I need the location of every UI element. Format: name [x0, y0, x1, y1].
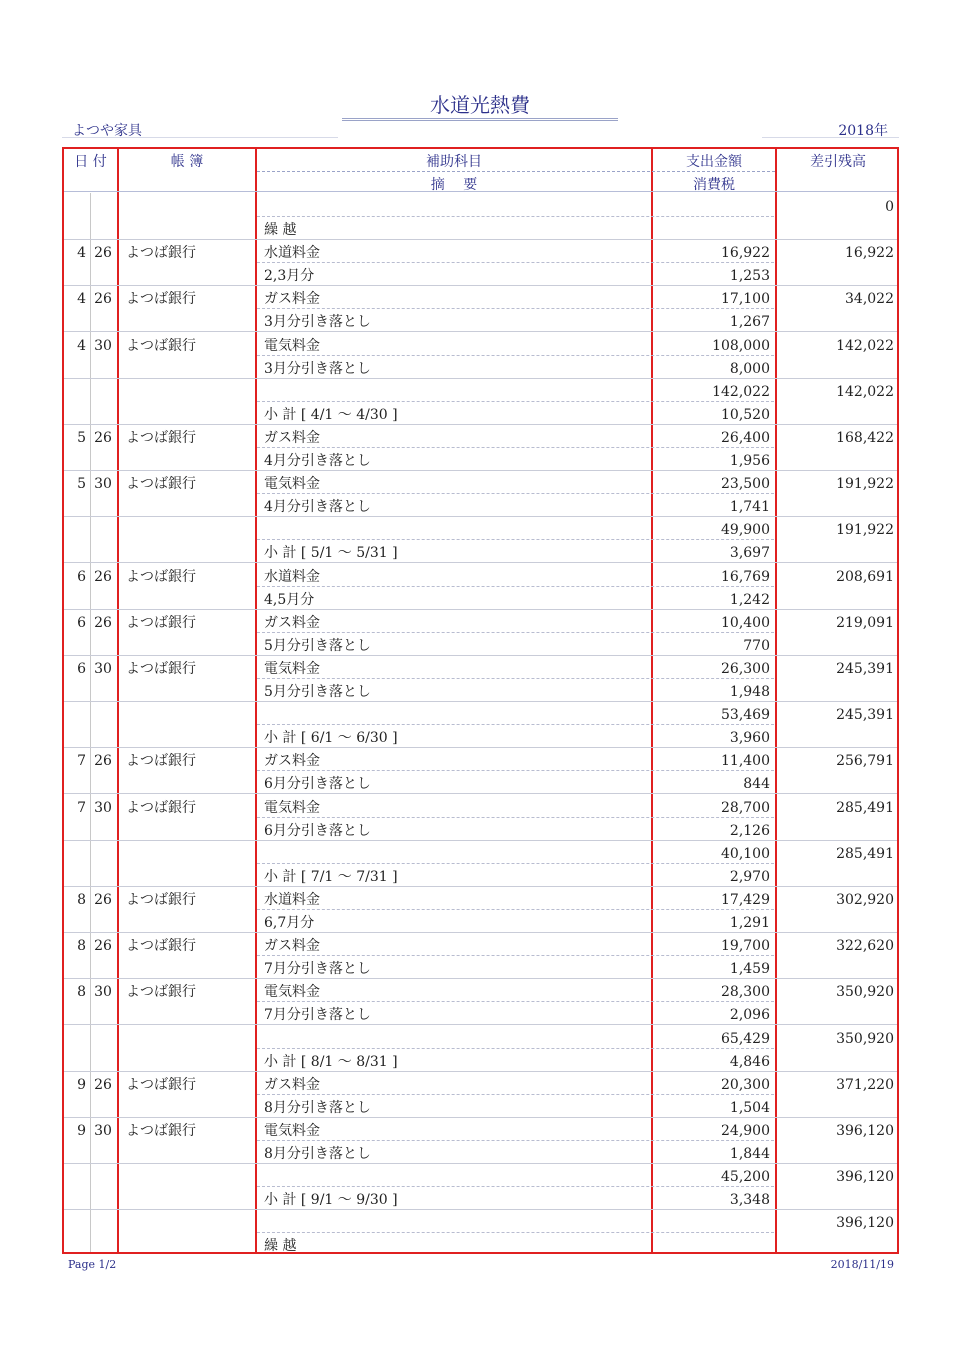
cell-day: 26 — [94, 938, 112, 955]
cell-tax: 770 — [743, 637, 770, 654]
cell-amount: 108,000 — [712, 337, 770, 354]
cell-amount: 20,300 — [721, 1076, 770, 1093]
cell-account: 水道料金 — [264, 245, 320, 262]
cell-month: 6 — [77, 568, 86, 585]
cell-tax: 1,459 — [729, 961, 770, 978]
cell-account: ガス料金 — [264, 614, 320, 631]
cell-account: 電気料金 — [264, 476, 320, 493]
cell-day: 26 — [94, 245, 112, 262]
cell-amount: 19,700 — [721, 938, 770, 955]
cell-month: 6 — [77, 661, 86, 677]
cell-balance: 208,691 — [836, 568, 894, 585]
cell-memo: 5月分引き落とし — [264, 684, 371, 700]
row-mid-dash — [257, 401, 774, 402]
cell-balance: 191,922 — [836, 522, 894, 539]
row-mid-dash — [257, 447, 774, 448]
cell-tax: 1,956 — [729, 453, 770, 469]
table-row — [64, 702, 897, 748]
row-mid-dash — [257, 586, 774, 587]
table-row — [64, 1072, 897, 1118]
cell-memo: 4,5月分 — [264, 591, 315, 608]
row-mid-dash — [257, 770, 774, 771]
cell-tax: 1,291 — [729, 915, 770, 931]
cell-month: 4 — [77, 245, 86, 262]
cell-account: 電気料金 — [264, 337, 320, 354]
company-name: よつや家具 — [72, 123, 142, 139]
document-title: 水道光熱費 — [342, 92, 618, 121]
cell-tax: 3,348 — [729, 1192, 770, 1209]
cell-balance: 34,022 — [845, 291, 894, 308]
cell-book: よつば銀行 — [126, 799, 196, 816]
cell-tax: 8,000 — [729, 360, 770, 377]
cell-balance: 350,920 — [836, 1030, 894, 1047]
cell-month: 8 — [77, 892, 86, 908]
cell-book: よつば銀行 — [126, 753, 196, 770]
cell-day: 26 — [94, 1076, 112, 1093]
header-balance: 差引残高 — [810, 154, 866, 170]
cell-book: よつば銀行 — [126, 892, 196, 908]
cell-amount: 24,900 — [721, 1123, 770, 1139]
table-row — [64, 286, 897, 332]
cell-amount: 142,022 — [712, 383, 770, 400]
cell-month: 7 — [77, 753, 86, 770]
year-underline — [762, 137, 899, 138]
cell-amount: 65,429 — [721, 1030, 770, 1047]
cell-amount: 16,769 — [721, 568, 770, 585]
cell-balance: 142,022 — [836, 337, 894, 354]
cell-balance: 245,391 — [836, 707, 894, 724]
header-account: 補助科目 — [426, 154, 482, 170]
cell-day: 30 — [94, 1123, 112, 1139]
cell-book: よつば銀行 — [126, 476, 196, 493]
cell-book: よつば銀行 — [126, 291, 196, 308]
cell-tax: 1,267 — [729, 314, 770, 331]
cell-memo: 小 計 [ 9/1 ～ 9/30 ] — [264, 1192, 398, 1209]
table-row — [64, 1164, 897, 1210]
table-row — [64, 333, 897, 379]
header-amount: 支出金額 — [686, 154, 742, 170]
cell-day: 30 — [94, 476, 112, 493]
header-memo: 摘 要 — [430, 177, 478, 193]
cell-month: 8 — [77, 938, 86, 955]
cell-month: 7 — [77, 799, 86, 816]
cell-memo: 6月分引き落とし — [264, 822, 371, 839]
cell-day: 26 — [94, 614, 112, 631]
cell-memo: 7月分引き落とし — [264, 961, 371, 978]
cell-tax: 1,504 — [729, 1099, 770, 1116]
cell-month: 5 — [77, 430, 86, 446]
cell-month: 9 — [77, 1123, 86, 1139]
cell-memo: 4月分引き落とし — [264, 453, 371, 469]
row-mid-dash — [257, 1048, 774, 1049]
cell-balance: 396,120 — [836, 1169, 894, 1186]
cell-account: 電気料金 — [264, 661, 320, 677]
cell-book: よつば銀行 — [126, 568, 196, 585]
row-mid-dash — [257, 724, 774, 725]
cell-balance: 142,022 — [836, 383, 894, 400]
cell-memo: 3月分引き落とし — [264, 360, 371, 377]
cell-amount: 10,400 — [721, 614, 770, 631]
table-row — [64, 656, 897, 702]
row-mid-dash — [257, 909, 774, 910]
cell-account: ガス料金 — [264, 1076, 320, 1093]
cell-month: 4 — [77, 337, 86, 354]
header-dash — [257, 171, 775, 172]
ledger-table — [62, 147, 899, 1254]
cell-amount: 26,400 — [721, 430, 770, 446]
table-row — [64, 795, 897, 841]
cell-amount: 17,429 — [721, 892, 770, 908]
cell-book: よつば銀行 — [126, 1123, 196, 1139]
cell-tax: 3,697 — [729, 545, 770, 562]
cell-memo: 8月分引き落とし — [264, 1146, 371, 1162]
cell-memo: 4月分引き落とし — [264, 499, 371, 516]
row-mid-dash — [257, 632, 774, 633]
cell-memo: 小 計 [ 8/1 ～ 8/31 ] — [264, 1053, 398, 1070]
cell-amount: 49,900 — [721, 522, 770, 539]
cell-amount: 45,200 — [721, 1169, 770, 1186]
table-row — [64, 564, 897, 610]
header-bottom-line — [64, 191, 897, 192]
cell-tax: 10,520 — [721, 406, 770, 423]
cell-balance: 191,922 — [836, 476, 894, 493]
row-mid-dash — [257, 308, 774, 309]
table-row — [64, 194, 897, 240]
table-row — [64, 1118, 897, 1164]
table-row — [64, 517, 897, 563]
row-mid-dash — [257, 1186, 774, 1187]
row-mid-dash — [257, 678, 774, 679]
cell-day: 26 — [94, 430, 112, 446]
table-row — [64, 1026, 897, 1072]
cell-balance: 285,491 — [836, 845, 894, 862]
cell-balance: 371,220 — [836, 1076, 894, 1093]
cell-account: 水道料金 — [264, 892, 320, 908]
cell-balance: 285,491 — [836, 799, 894, 816]
cell-book: よつば銀行 — [126, 430, 196, 446]
cell-amount: 40,100 — [721, 845, 770, 862]
cell-balance: 219,091 — [836, 614, 894, 631]
table-row — [64, 240, 897, 286]
cell-book: よつば銀行 — [126, 614, 196, 631]
row-mid-dash — [257, 863, 774, 864]
cell-balance: 16,922 — [845, 245, 894, 262]
cell-amount: 28,700 — [721, 799, 770, 816]
cell-balance: 350,920 — [836, 984, 894, 1001]
cell-memo: 6月分引き落とし — [264, 776, 371, 793]
cell-amount: 26,300 — [721, 661, 770, 677]
cell-memo: 7月分引き落とし — [264, 1007, 371, 1024]
cell-day: 26 — [94, 753, 112, 770]
table-row — [64, 379, 897, 425]
cell-month: 9 — [77, 1076, 86, 1093]
row-mid-dash — [257, 493, 774, 494]
table-row — [64, 887, 897, 933]
cell-memo: 繰 越 — [264, 1238, 297, 1255]
cell-memo: 2,3月分 — [264, 268, 315, 285]
cell-tax: 1,253 — [729, 268, 770, 285]
row-mid-dash — [257, 1232, 774, 1233]
cell-day: 26 — [94, 291, 112, 308]
cell-tax: 1,741 — [729, 499, 770, 516]
cell-day: 26 — [94, 892, 112, 908]
header-book: 帳 簿 — [170, 154, 204, 170]
cell-book: よつば銀行 — [126, 245, 196, 262]
cell-tax: 4,846 — [729, 1053, 770, 1070]
cell-balance: 396,120 — [836, 1215, 894, 1232]
cell-month: 5 — [77, 476, 86, 493]
cell-amount: 17,100 — [721, 291, 770, 308]
cell-memo: 8月分引き落とし — [264, 1099, 371, 1116]
cell-account: 電気料金 — [264, 984, 320, 1001]
cell-tax: 3,960 — [729, 730, 770, 747]
cell-amount: 23,500 — [721, 476, 770, 493]
page-number: Page 1/2 — [68, 1258, 117, 1271]
cell-day: 30 — [94, 337, 112, 354]
cell-tax: 1,844 — [729, 1146, 770, 1162]
row-mid-dash — [257, 262, 774, 263]
cell-tax: 2,096 — [729, 1007, 770, 1024]
row-mid-dash — [257, 1094, 774, 1095]
cell-book: よつば銀行 — [126, 984, 196, 1001]
cell-tax: 844 — [743, 776, 770, 793]
table-row — [64, 610, 897, 656]
table-row — [64, 933, 897, 979]
fiscal-year: 2018年 — [838, 123, 888, 139]
cell-memo: 小 計 [ 6/1 ～ 6/30 ] — [264, 730, 398, 747]
cell-day: 30 — [94, 661, 112, 677]
table-row — [64, 425, 897, 471]
cell-month: 4 — [77, 291, 86, 308]
cell-tax: 2,970 — [729, 868, 770, 885]
cell-amount: 11,400 — [721, 753, 770, 770]
cell-book: よつば銀行 — [126, 661, 196, 677]
cell-balance: 256,791 — [836, 753, 894, 770]
cell-account: 水道料金 — [264, 568, 320, 585]
cell-balance: 322,620 — [836, 938, 894, 955]
cell-book: よつば銀行 — [126, 337, 196, 354]
header-tax: 消費税 — [693, 177, 735, 193]
cell-account: ガス料金 — [264, 938, 320, 955]
print-date: 2018/11/19 — [830, 1258, 894, 1271]
cell-account: 電気料金 — [264, 799, 320, 816]
company-underline — [62, 137, 338, 138]
cell-balance: 396,120 — [836, 1123, 894, 1139]
header-date: 日 付 — [74, 154, 107, 170]
table-row — [64, 471, 897, 517]
cell-month: 8 — [77, 984, 86, 1001]
cell-balance: 245,391 — [836, 661, 894, 677]
row-mid-dash — [257, 539, 774, 540]
row-mid-dash — [257, 1001, 774, 1002]
cell-account: ガス料金 — [264, 430, 320, 446]
row-mid-dash — [257, 216, 774, 217]
row-mid-dash — [257, 1140, 774, 1141]
cell-memo: 3月分引き落とし — [264, 314, 371, 331]
cell-memo: 6,7月分 — [264, 915, 315, 931]
cell-memo: 繰 越 — [264, 222, 297, 238]
cell-balance: 168,422 — [836, 430, 894, 446]
cell-account: ガス料金 — [264, 753, 320, 770]
cell-book: よつば銀行 — [126, 1076, 196, 1093]
table-row — [64, 748, 897, 794]
cell-memo: 小 計 [ 4/1 ～ 4/30 ] — [264, 406, 398, 423]
row-mid-dash — [257, 355, 774, 356]
cell-memo: 小 計 [ 5/1 ～ 5/31 ] — [264, 545, 398, 562]
cell-amount: 16,922 — [721, 245, 770, 262]
cell-tax: 1,948 — [729, 684, 770, 700]
cell-day: 30 — [94, 984, 112, 1001]
cell-balance: 302,920 — [836, 892, 894, 908]
cell-day: 30 — [94, 799, 112, 816]
cell-balance: 0 — [885, 199, 894, 215]
cell-memo: 小 計 [ 7/1 ～ 7/31 ] — [264, 868, 398, 885]
cell-account: 電気料金 — [264, 1123, 320, 1139]
table-row — [64, 1210, 897, 1256]
cell-account: ガス料金 — [264, 291, 320, 308]
row-mid-dash — [257, 955, 774, 956]
cell-day: 26 — [94, 568, 112, 585]
cell-tax: 2,126 — [729, 822, 770, 839]
cell-amount: 28,300 — [721, 984, 770, 1001]
cell-month: 6 — [77, 614, 86, 631]
cell-amount: 53,469 — [721, 707, 770, 724]
cell-book: よつば銀行 — [126, 938, 196, 955]
table-row — [64, 979, 897, 1025]
cell-memo: 5月分引き落とし — [264, 637, 371, 654]
table-row — [64, 841, 897, 887]
row-mid-dash — [257, 817, 774, 818]
cell-tax: 1,242 — [729, 591, 770, 608]
